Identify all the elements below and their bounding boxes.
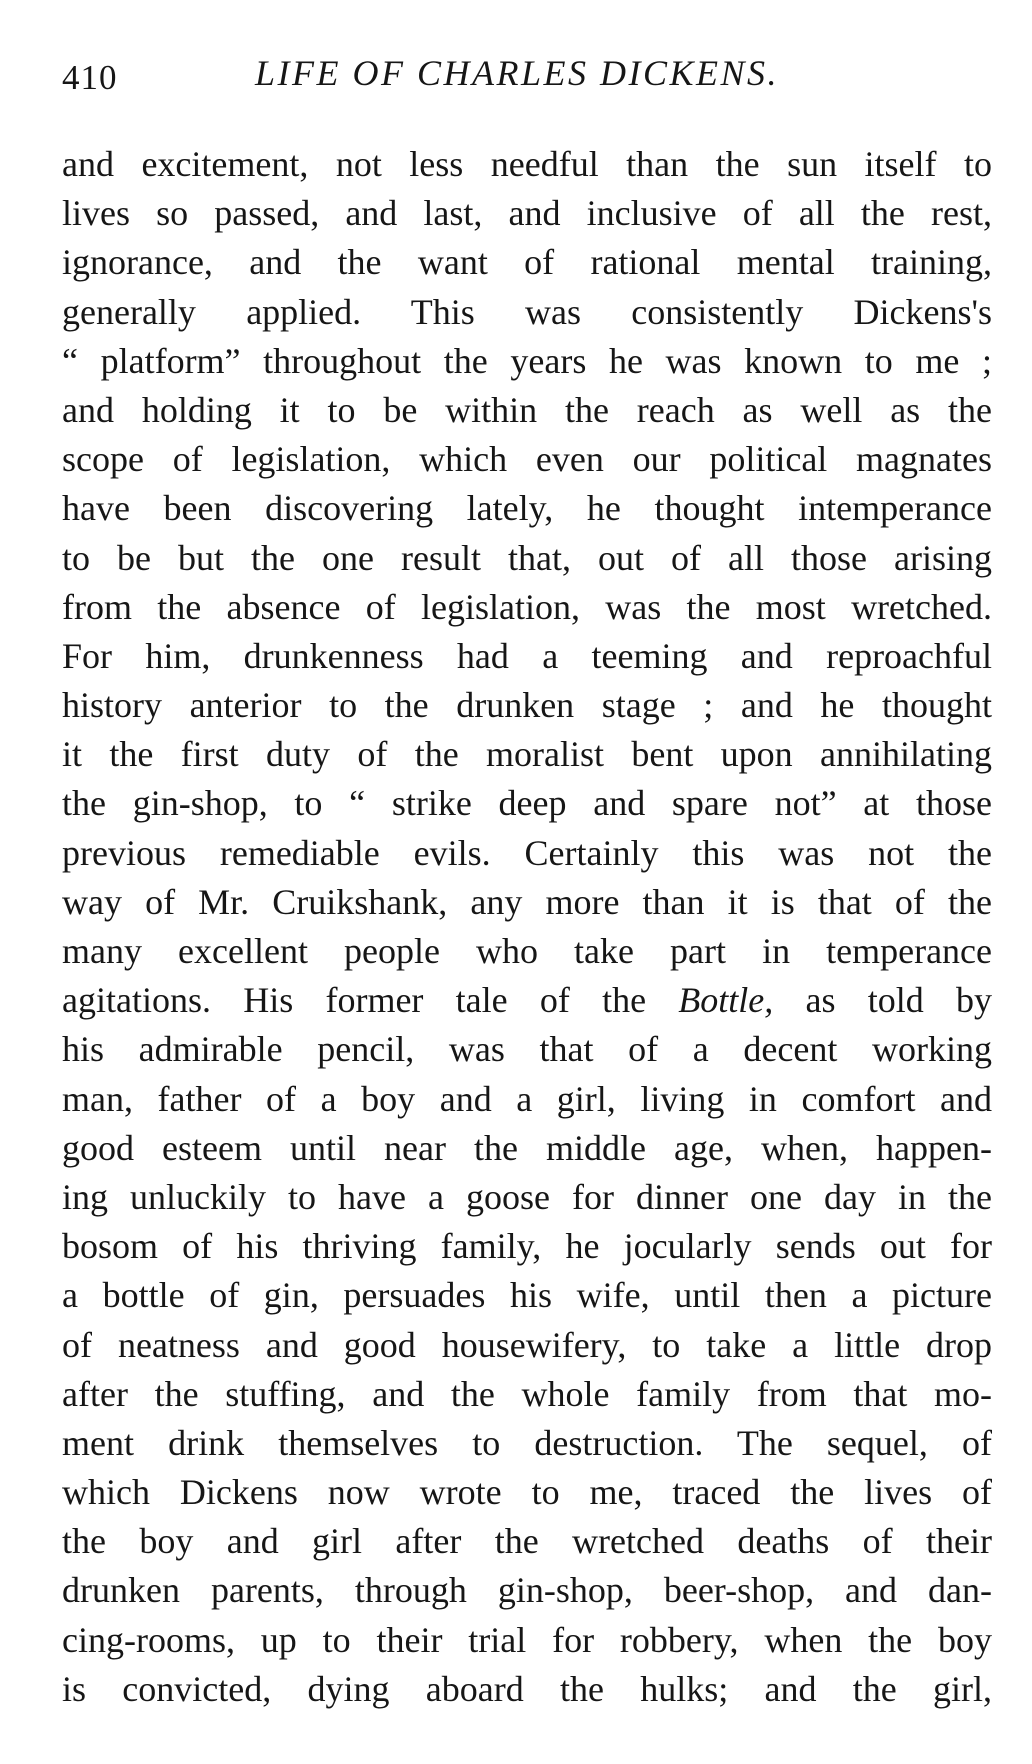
text-line: way of Mr. Cruikshank, any more than it is that of the — [62, 881, 992, 922]
text-line: a bottle of gin, persuades his wife, until then a picture — [62, 1275, 992, 1316]
text-line: ment drink themselves to destruction. The sequel, of — [62, 1422, 992, 1463]
text-line: scope of legislation, which even our political magnates — [62, 439, 992, 480]
text-line: and holding it to be within the reach as well as the — [62, 389, 992, 430]
text-line: have been discovering lately, he thought intemperance — [62, 488, 992, 529]
text-line: previous remediable evils. Certainly this was not the — [62, 832, 992, 873]
text-line: cing-rooms, up to their trial for robbery, when the boy — [62, 1619, 992, 1660]
text-line: which Dickens now wrote to me, traced the lives of — [62, 1472, 992, 1513]
page-number: 410 — [62, 58, 118, 97]
page-header — [62, 52, 992, 102]
text-line: ignorance, and the want of rational mental training, — [62, 242, 992, 283]
italic-title-bottle: Bottle, — [678, 980, 774, 1021]
text-line: history anterior to the drunken stage ; and he thought — [62, 685, 992, 726]
text-segment: agitations. His former tale of the — [62, 980, 679, 1021]
text-line: man, father of a boy and a girl, living in comfort and — [62, 1078, 992, 1119]
text-line: drunken parents, through gin-shop, beer-shop, and dan- — [62, 1570, 992, 1611]
text-line: is convicted, dying aboard the hulks; and the girl, — [62, 1668, 992, 1709]
text-line: of neatness and good housewifery, to take a little drop — [62, 1324, 992, 1365]
body-text — [62, 140, 992, 1714]
text-line: “ platform” throughout the years he was known to me ; — [62, 340, 992, 381]
text-line: good esteem until near the middle age, when, happen- — [62, 1127, 992, 1168]
text-line: the gin-shop, to “ strike deep and spare not” at those — [62, 783, 992, 824]
text-line: ing unluckily to have a goose for dinner one day in the — [62, 1176, 992, 1217]
text-line: bosom of his thriving family, he jocularly sends out for — [62, 1226, 992, 1267]
text-line: it the first duty of the moralist bent upon annihilating — [62, 734, 992, 775]
text-line: lives so passed, and last, and inclusive of all the rest, — [62, 193, 992, 234]
text-line: For him, drunkenness had a teeming and reproachful — [62, 635, 992, 676]
running-title: LIFE OF CHARLES DICKENS. — [255, 53, 779, 93]
text-line: many excellent people who take part in temperance — [62, 931, 992, 971]
text-segment: as told by — [773, 980, 992, 1021]
text-line-with-italic — [62, 976, 992, 1025]
text-line: after the stuffing, and the whole family from that mo- — [62, 1373, 992, 1414]
text-line: his admirable pencil, was that of a decent working — [62, 1029, 992, 1070]
text-line: to be but the one result that, out of all those arising — [62, 537, 992, 578]
text-line: the boy and girl after the wretched deaths of their — [62, 1521, 992, 1562]
text-line: generally applied. This was consistently Dickens's — [62, 291, 992, 332]
text-line: from the absence of legislation, was the most wretched. — [62, 586, 992, 627]
text-line: and excitement, not less needful than the sun itself to — [62, 144, 992, 184]
